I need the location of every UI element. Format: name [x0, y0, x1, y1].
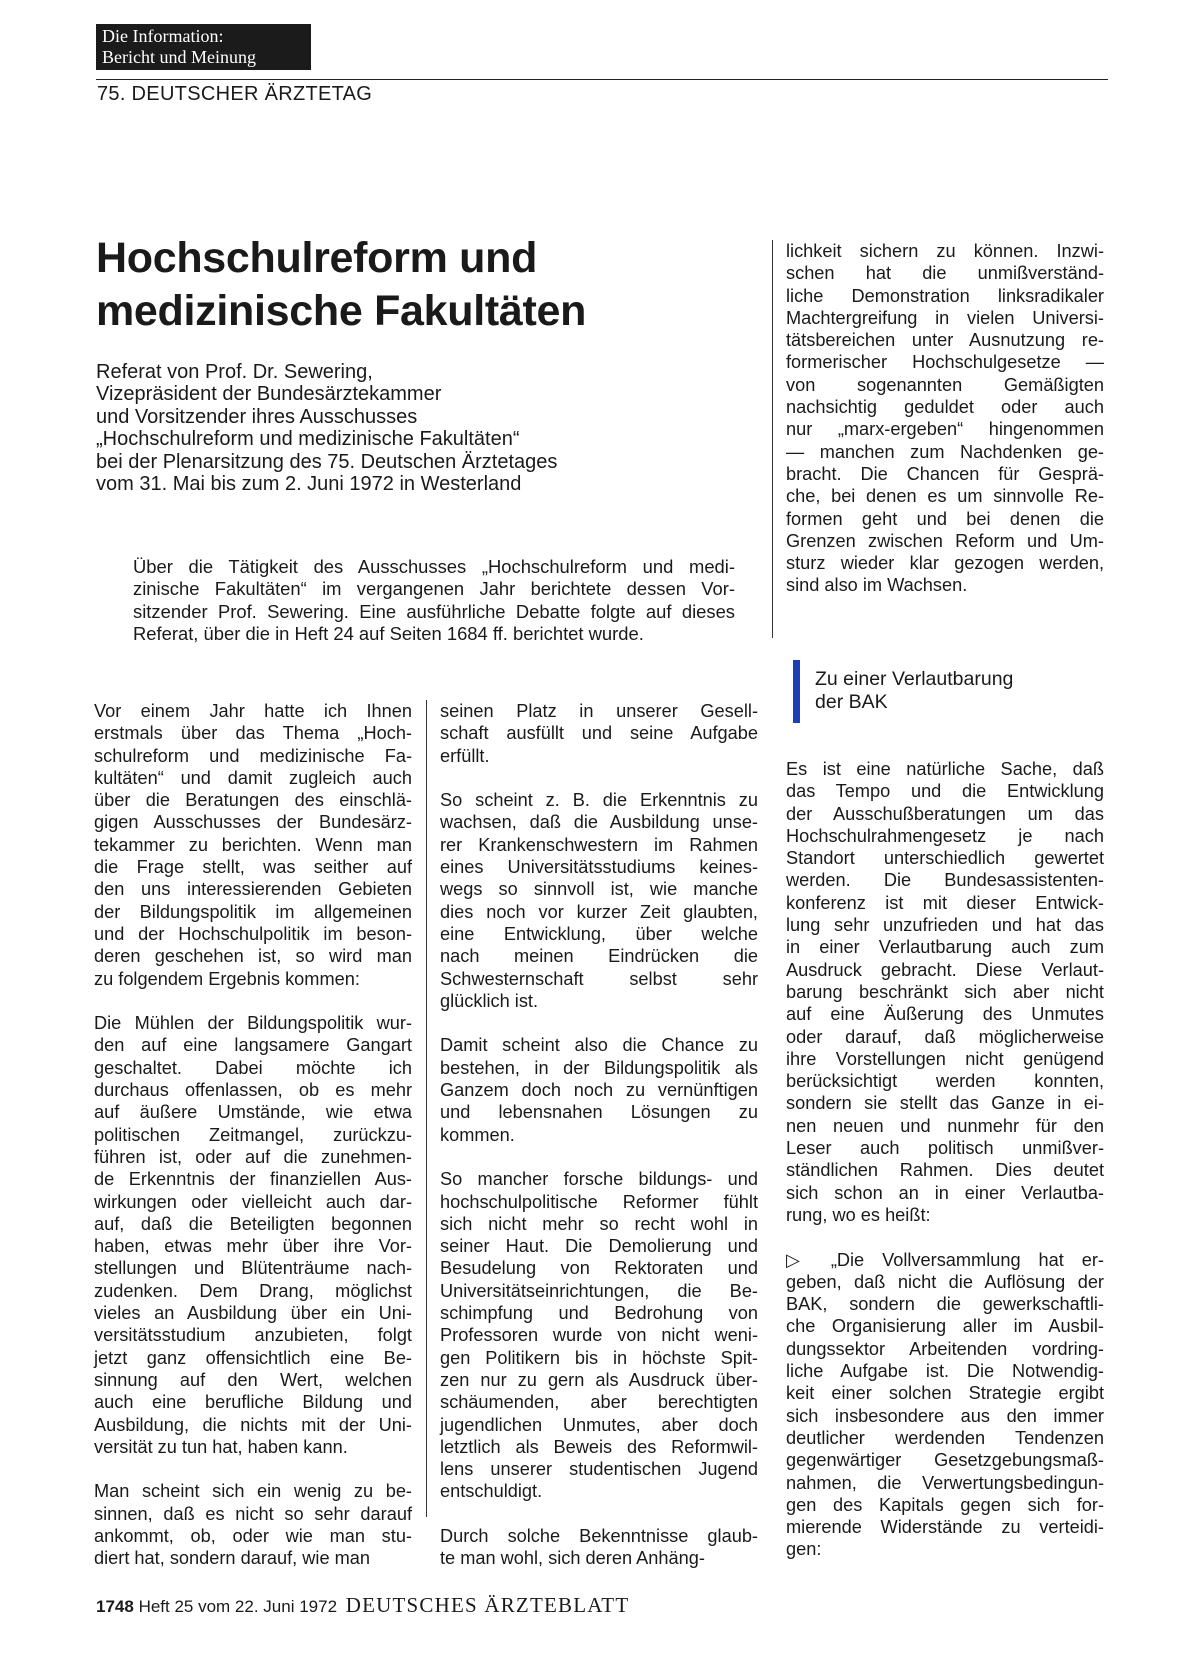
text-line: ständlichen Rahmen. Dies deutet — [786, 1160, 1104, 1181]
text-line: glücklich ist. — [440, 990, 539, 1011]
text-line: sind also im Wachsen. — [786, 575, 968, 596]
text-line: gen des Kapitals gegen sich for- — [786, 1494, 1104, 1515]
paragraph-gap — [786, 1226, 1104, 1248]
text-line: lichkeit sichern zu können. Inzwi- — [786, 241, 1104, 261]
text-line: mierende Widerstände zu verteidi- — [786, 1517, 1104, 1538]
text-line: nachsichtig geduldet oder auch — [786, 397, 1104, 418]
text-line: Leser auch politisch unmißver- — [786, 1138, 1104, 1159]
text-line: lung sehr unzufrieden und hat das — [786, 915, 1104, 936]
text-line: eines Universitätsstudiums keines- — [440, 857, 758, 878]
subheading-line: Zu einer Verlautbarung — [815, 668, 1014, 690]
text-line: sich schon an in einer Verlautba- — [786, 1182, 1104, 1203]
text-line: auf äußere Umstände, wie etwa — [94, 1102, 412, 1123]
text-line: wachsen, daß die Ausbildung unse- — [440, 812, 758, 833]
byline — [96, 361, 557, 495]
text-line: oder darauf, daß möglicherweise — [786, 1026, 1104, 1047]
text-line: der Ausschußberatungen um das — [786, 803, 1104, 824]
text-line: jetzt ganz offensichtlich eine Be- — [94, 1347, 412, 1368]
text-line: Es ist eine natürliche Sache, daß — [786, 759, 1104, 779]
badge-line: Die Information: — [102, 26, 224, 46]
paragraph-gap — [440, 1012, 758, 1034]
page-number: 1748 — [96, 1597, 134, 1616]
article-title — [96, 232, 586, 338]
issue-info: Heft 25 vom 22. Juni 1972 — [138, 1597, 338, 1616]
text-line: liche Demonstration linksradikaler — [786, 285, 1104, 306]
text-line: auf, daß die Beteiligten begonnen — [94, 1213, 412, 1234]
paragraph-gap — [94, 1458, 412, 1480]
text-column-3-top — [786, 240, 1104, 597]
text-line: konferenz ist mit dieser Entwick- — [786, 892, 1104, 913]
text-line: Man scheint sich ein wenig zu be- — [94, 1481, 412, 1502]
abstract-line: zinische Fakultäten“ im vergangenen Jahr berichtete dessen Vor- — [133, 578, 735, 600]
text-line: sinnung auf den Wert, welchen — [94, 1369, 412, 1390]
text-line: gigen Ausschusses der Bundesärz- — [94, 812, 412, 833]
text-line: den uns interessierenden Gebieten — [94, 879, 412, 900]
text-line: bestehen, in der Bildungspolitik als — [440, 1057, 758, 1078]
subheading-line: der BAK — [815, 691, 888, 713]
text-line: Professoren wurde von nicht weni- — [440, 1325, 758, 1346]
text-line: sich insbesondere aus den immer — [786, 1405, 1104, 1426]
text-line: und der Hochschulpolitik im beson- — [94, 923, 412, 944]
text-line: versität zu tun hat, haben kann. — [94, 1436, 348, 1457]
text-line: rer Krankenschwestern im Rahmen — [440, 834, 758, 855]
page-footer — [96, 1593, 629, 1618]
subheading — [815, 668, 1013, 714]
text-line: bracht. Die Chancen für Gesprä- — [786, 463, 1104, 484]
text-line: che Organisierung aller im Ausbil- — [786, 1316, 1104, 1337]
text-line: nur „marx-ergeben“ hingenommen — [786, 419, 1104, 440]
abstract-line: sitzender Prof. Sewering. Eine ausführliche Debatte folgte auf dieses — [133, 600, 735, 622]
text-line: schen hat die unmißverständ- — [786, 263, 1104, 284]
text-line: erfüllt. — [440, 745, 490, 766]
text-line: jugendlichen Unmutes, aber doch — [440, 1414, 758, 1435]
text-line: geschaltet. Dabei möchte ich — [94, 1057, 412, 1078]
text-line: keit einer solchen Strategie ergibt — [786, 1383, 1104, 1404]
byline-line: und Vorsitzender ihres Ausschusses — [96, 405, 418, 428]
text-line: tekammer zu berichten. Wenn man — [94, 834, 412, 855]
text-line: So scheint z. B. die Erkenntnis zu — [440, 790, 758, 811]
abstract-line: Referat, über die in Heft 24 auf Seiten 1684 ff. berichtet wurde. — [133, 622, 644, 644]
text-line: Grenzen zwischen Reform und Um- — [786, 530, 1104, 551]
text-line: Standort unterschiedlich gewertet — [786, 848, 1104, 869]
text-line: kultäten“ und damit zugleich auch — [94, 767, 412, 788]
text-line: zudenken. Dem Drang, möglichst — [94, 1280, 412, 1301]
text-line: und lebensnahen Lösungen zu — [440, 1102, 758, 1123]
text-line: tätsbereichen unter Ausnutzung re- — [786, 330, 1104, 351]
text-line: wegs so sinnvoll ist, wie manche — [440, 879, 758, 900]
text-line: von sogenannten Gemäßigten — [786, 374, 1104, 395]
byline-line: bei der Plenarsitzung des 75. Deutschen Ärztetages — [96, 450, 558, 473]
subhead-accent-bar — [793, 660, 800, 723]
abstract-line: Über die Tätigkeit des Ausschusses „Hochschulreform und medi- — [133, 556, 735, 577]
text-line: dies noch vor kurzer Zeit glaubten, — [440, 901, 758, 922]
text-line: die Frage stellt, was seither auf — [94, 857, 412, 878]
column-rule — [772, 240, 773, 638]
text-line: auch eine berufliche Bildung und — [94, 1392, 412, 1413]
text-line: werden. Die Bundesassistenten- — [786, 870, 1104, 891]
text-line: gegenwärtiger Gesetzgebungsmaß- — [786, 1450, 1104, 1471]
byline-line: Referat von Prof. Dr. Sewering, — [96, 361, 373, 383]
text-line: eine Entwicklung, über welche — [440, 923, 758, 944]
text-line: ankommt, ob, oder wie man stu- — [94, 1525, 412, 1546]
text-line: vieles an Ausbildung über ein Uni- — [94, 1303, 412, 1324]
byline-line: „Hochschulreform und medizinische Fakultäten“ — [96, 428, 520, 451]
text-line: Besudelung von Rektoraten und — [440, 1258, 758, 1279]
badge-line: Bericht und Meinung — [102, 47, 256, 67]
byline-line: vom 31. Mai bis zum 2. Juni 1972 in Westerland — [96, 473, 522, 496]
header-rule — [96, 79, 1108, 80]
text-line: de Erkenntnis der finanziellen Aus- — [94, 1169, 412, 1190]
text-line: deren geschehen ist, so wird man — [94, 946, 412, 967]
text-line: Damit scheint also die Chance zu — [440, 1035, 758, 1056]
text-line: nahmen, die Verwertungsbedingun- — [786, 1472, 1104, 1493]
section-label: 75. DEUTSCHER ÄRZTETAG — [97, 83, 373, 105]
text-line: versitätsstudium anzubieten, folgt — [94, 1325, 412, 1346]
text-column-2 — [440, 700, 758, 1570]
text-line: sich nicht mehr so recht wohl in — [440, 1213, 758, 1234]
title-line: medizinische Fakultäten — [96, 287, 587, 335]
text-line: erstmals über das Thema „Hoch- — [94, 723, 412, 744]
text-line: schäumenden, aber berechtigten — [440, 1392, 758, 1413]
text-line: berücksichtigt werden konnten, — [786, 1071, 1104, 1092]
text-line: Ausdruck gebracht. Diese Verlaut- — [786, 959, 1104, 980]
text-line: Ausbildung, die nichts mit der Uni- — [94, 1414, 412, 1435]
text-line: BAK, sondern die gewerkschaftli- — [786, 1294, 1104, 1315]
text-line: sinnen, daß es nicht so sehr darauf — [94, 1503, 412, 1524]
text-line: rung, wo es heißt: — [786, 1204, 931, 1225]
text-line: durchaus offenlassen, ob es mehr — [94, 1080, 412, 1101]
title-line: Hochschulreform und — [96, 234, 538, 282]
text-line: nen neuen und nunmehr für den — [786, 1115, 1104, 1136]
text-line: te man wohl, sich deren Anhäng- — [440, 1548, 705, 1569]
byline-line: Vizepräsident der Bundesärztekammer — [96, 383, 442, 406]
magazine-name: DEUTSCHES ÄRZTEBLATT — [345, 1593, 630, 1617]
text-line: lens unserer studentischen Jugend — [440, 1459, 758, 1480]
text-line: schulreform und medizinische Fa- — [94, 745, 412, 766]
text-line: nach meinen Eindrücken die — [440, 946, 758, 967]
text-column-1 — [94, 700, 412, 1570]
text-line: seinen Platz in unserer Gesell- — [440, 701, 758, 721]
text-line: formerischer Hochschulgesetze — — [786, 352, 1104, 373]
text-line: Schwesternschaft selbst sehr — [440, 968, 758, 989]
column-rule — [426, 700, 427, 1517]
text-line: sondern sie stellt das Ganze in ei- — [786, 1093, 1104, 1114]
text-line: das Tempo und die Entwicklung — [786, 781, 1104, 802]
text-line: der Bildungspolitik im allgemeinen — [94, 901, 412, 922]
text-line: Die Mühlen der Bildungspolitik wur- — [94, 1013, 412, 1034]
text-line: geben, daß nicht die Auflösung der — [786, 1271, 1104, 1292]
text-line: hochschulpolitische Reformer fühlt — [440, 1191, 758, 1212]
text-line: Vor einem Jahr hatte ich Ihnen — [94, 701, 412, 721]
text-line: seiner Haut. Die Demolierung und — [440, 1236, 758, 1257]
text-line: dungssektor Arbeitenden vordring- — [786, 1338, 1104, 1359]
text-line: ▷ „Die Vollversammlung hat er- — [786, 1249, 1104, 1270]
paragraph-gap — [94, 990, 412, 1012]
paragraph-gap — [440, 767, 758, 789]
text-line: führen ist, oder auf die zunehmen- — [94, 1146, 412, 1167]
text-line: wirkungen oder vielleicht auch dar- — [94, 1191, 412, 1212]
text-line: über die Beratungen des einschlä- — [94, 790, 412, 811]
text-line: Hochschulrahmengesetz je nach — [786, 825, 1104, 846]
section-badge — [96, 24, 311, 70]
text-line: gen Politikern bis in höchste Spit- — [440, 1347, 758, 1368]
text-line: formen geht und bei denen die — [786, 508, 1104, 529]
text-line: in einer Verlautbarung auch zum — [786, 937, 1104, 958]
text-line: politischen Zeitmangel, zurückzu- — [94, 1124, 412, 1145]
text-line: zen nur zu gern als Ausdruck über- — [440, 1369, 758, 1390]
text-line: den auf eine langsamere Gangart — [94, 1035, 412, 1056]
text-line: So mancher forsche bildungs- und — [440, 1169, 758, 1190]
text-line: schimpfung und Bedrohung von — [440, 1303, 758, 1324]
paragraph-gap — [440, 1146, 758, 1168]
text-line: kommen. — [440, 1124, 515, 1145]
text-line: liche Aufgabe ist. Die Notwendig- — [786, 1361, 1104, 1382]
text-line: barung beschränkt sich aber nicht — [786, 981, 1104, 1002]
text-line: — manchen zum Nachdenken ge- — [786, 441, 1104, 462]
text-line: Ganzem doch noch zu vernünftigen — [440, 1080, 758, 1101]
text-line: Universitätseinrichtungen, die Be- — [440, 1280, 758, 1301]
text-line: diert hat, sondern darauf, wie man — [94, 1548, 371, 1569]
text-line: entschuldigt. — [440, 1481, 543, 1502]
paragraph-gap — [440, 1503, 758, 1525]
text-line: schaft ausfüllt und seine Aufgabe — [440, 723, 758, 744]
text-line: Durch solche Bekenntnisse glaub- — [440, 1525, 758, 1546]
text-line: stellungen und Blütenträume nach- — [94, 1258, 412, 1279]
text-line: Machtergreifung in vielen Universi- — [786, 307, 1104, 328]
text-line: deutlicher werdenden Tendenzen — [786, 1427, 1104, 1448]
text-line: sturz wieder klar gezogen werden, — [786, 553, 1104, 574]
text-line: auf eine Äußerung des Unmutes — [786, 1004, 1104, 1025]
text-line: haben, etwas mehr über ihre Vor- — [94, 1236, 412, 1257]
text-column-3-bottom — [786, 758, 1104, 1561]
abstract — [133, 556, 735, 645]
text-line: zu folgendem Ergebnis kommen: — [94, 968, 360, 989]
text-line: letztlich als Beweis des Reformwil- — [440, 1436, 758, 1457]
text-line: che, bei denen es um sinnvolle Re- — [786, 486, 1104, 507]
text-line: gen: — [786, 1539, 822, 1560]
text-line: ihre Vorstellungen nicht genügend — [786, 1048, 1104, 1069]
